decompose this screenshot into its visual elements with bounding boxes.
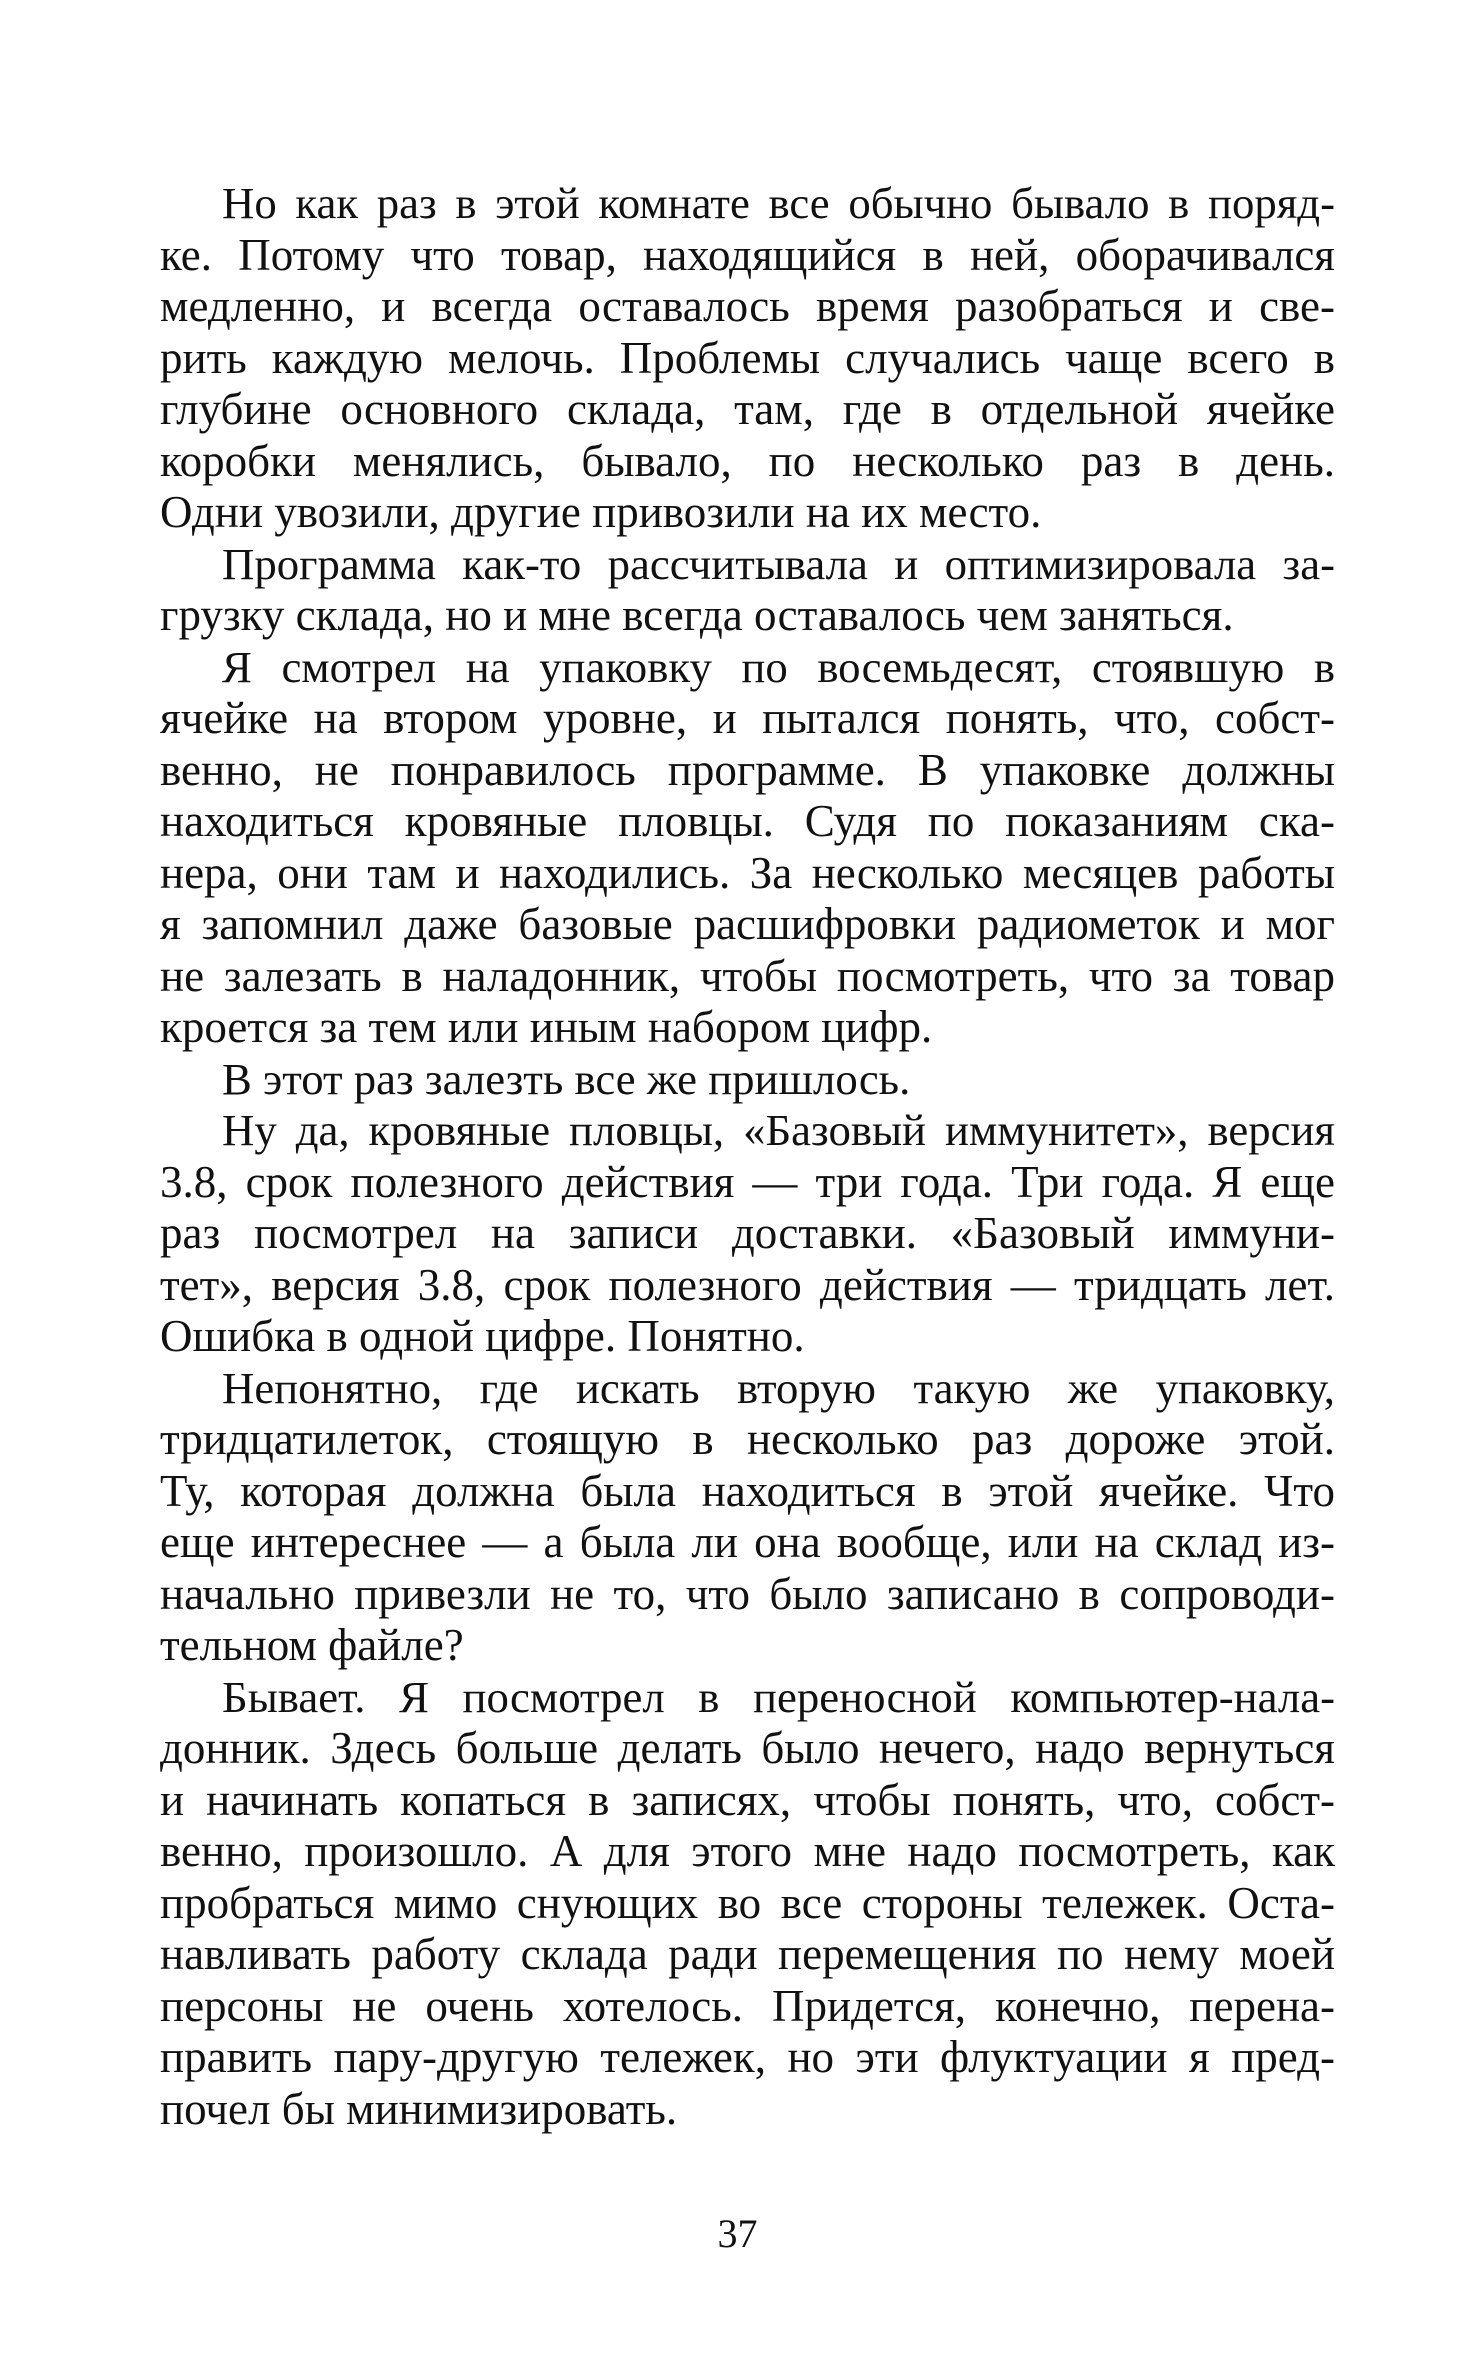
text-line: Но как раз в этой комнате все обычно бывало в поряд- [222,178,1335,228]
text-line: начально привезли не то, что было записано в сопроводи- [160,1568,1335,1619]
text-line: Непонятно, где искать вторую такую же упаковку, [222,1362,1335,1413]
text-line: Программа как-то рассчитывала и оптимизировала за- [222,538,1335,589]
text-line: навливать работу склада ради перемещения по нему моей [160,1929,1335,1979]
text-line: ке. Потому что товар, находящийся в ней, оборачивался [160,229,1335,280]
text-line: нера, они там и находились. За несколько месяцев работы [160,847,1335,898]
text-line: не залезать в наладонник, чтобы посмотреть, что за товар [160,950,1335,1001]
text-line: Одни увозили, другие привозили на их место. [160,487,1042,537]
text-line: Ну да, кровяные пловцы, «Базовый иммунитет», версия [222,1105,1335,1155]
text-line: венно, не понравилось программе. В упаковке должны [160,744,1335,795]
text-line: Ту, которая должна была находиться в этой ячейке. Что [160,1465,1335,1516]
text-line: кроется за тем или иным набором цифр. [160,1002,933,1052]
text-line: коробки менялись, бывало, по несколько раз в день. [160,435,1335,486]
text-line: находиться кровяные пловцы. Судя по показаниям ска- [160,796,1335,846]
text-line: Ошибка в одной цифре. Понятно. [160,1311,805,1361]
text-line: еще интереснее — а была ли она вообще, или на склад из- [160,1517,1335,1567]
text-line: грузку склада, но и мне всегда оставалось чем заняться. [160,590,1234,640]
text-line: тет», версия 3.8, срок полезного действия — тридцать лет. [160,1259,1335,1310]
text-line: Я смотрел на упаковку по восемьдесят, стоявшую в [222,641,1335,692]
text-line: донник. Здесь больше делать было нечего, надо вернуться [160,1723,1335,1773]
text-line: глубине основного склада, там, где в отдельной ячейке [160,384,1335,434]
text-line: венно, произошло. А для этого мне надо посмотреть, как [160,1826,1335,1876]
text-line: тельном файле? [160,1620,464,1670]
body-text [160,178,1335,2135]
text-line: пробраться мимо снующих во все стороны тележек. Оста- [160,1877,1335,1928]
page-number: 37 [717,2211,758,2256]
text-line: почел бы минимизировать. [160,2083,678,2134]
text-line: медленно, и всегда оставалось время разобраться и све- [160,281,1335,331]
text-line: раз посмотрел на записи доставки. «Базовый иммуни- [160,1208,1335,1258]
text-line: и начинать копаться в записях, чтобы понять, что, собст- [160,1774,1335,1825]
text-line: я запомнил даже базовые расшифровки радиометок и мог [160,899,1335,949]
text-line: Бывает. Я посмотрел в переносной компьютер-нала- [222,1671,1335,1722]
text-line: персоны не очень хотелось. Придется, конечно, перена- [160,1980,1335,2031]
text-line: рить каждую мелочь. Проблемы случались чаще всего в [160,332,1335,383]
text-line: тридцатилеток, стоящую в несколько раз дороже этой. [160,1414,1335,1464]
text-line: В этот раз залезть все же пришлось. [222,1053,911,1104]
text-line: ячейке на втором уровне, и пытался понять, что, собст- [160,693,1335,743]
text-line: править пару-другую тележек, но эти флуктуации я пред- [160,2032,1335,2082]
text-line: 3.8, срок полезного действия — три года. Три года. Я еще [160,1156,1335,1207]
